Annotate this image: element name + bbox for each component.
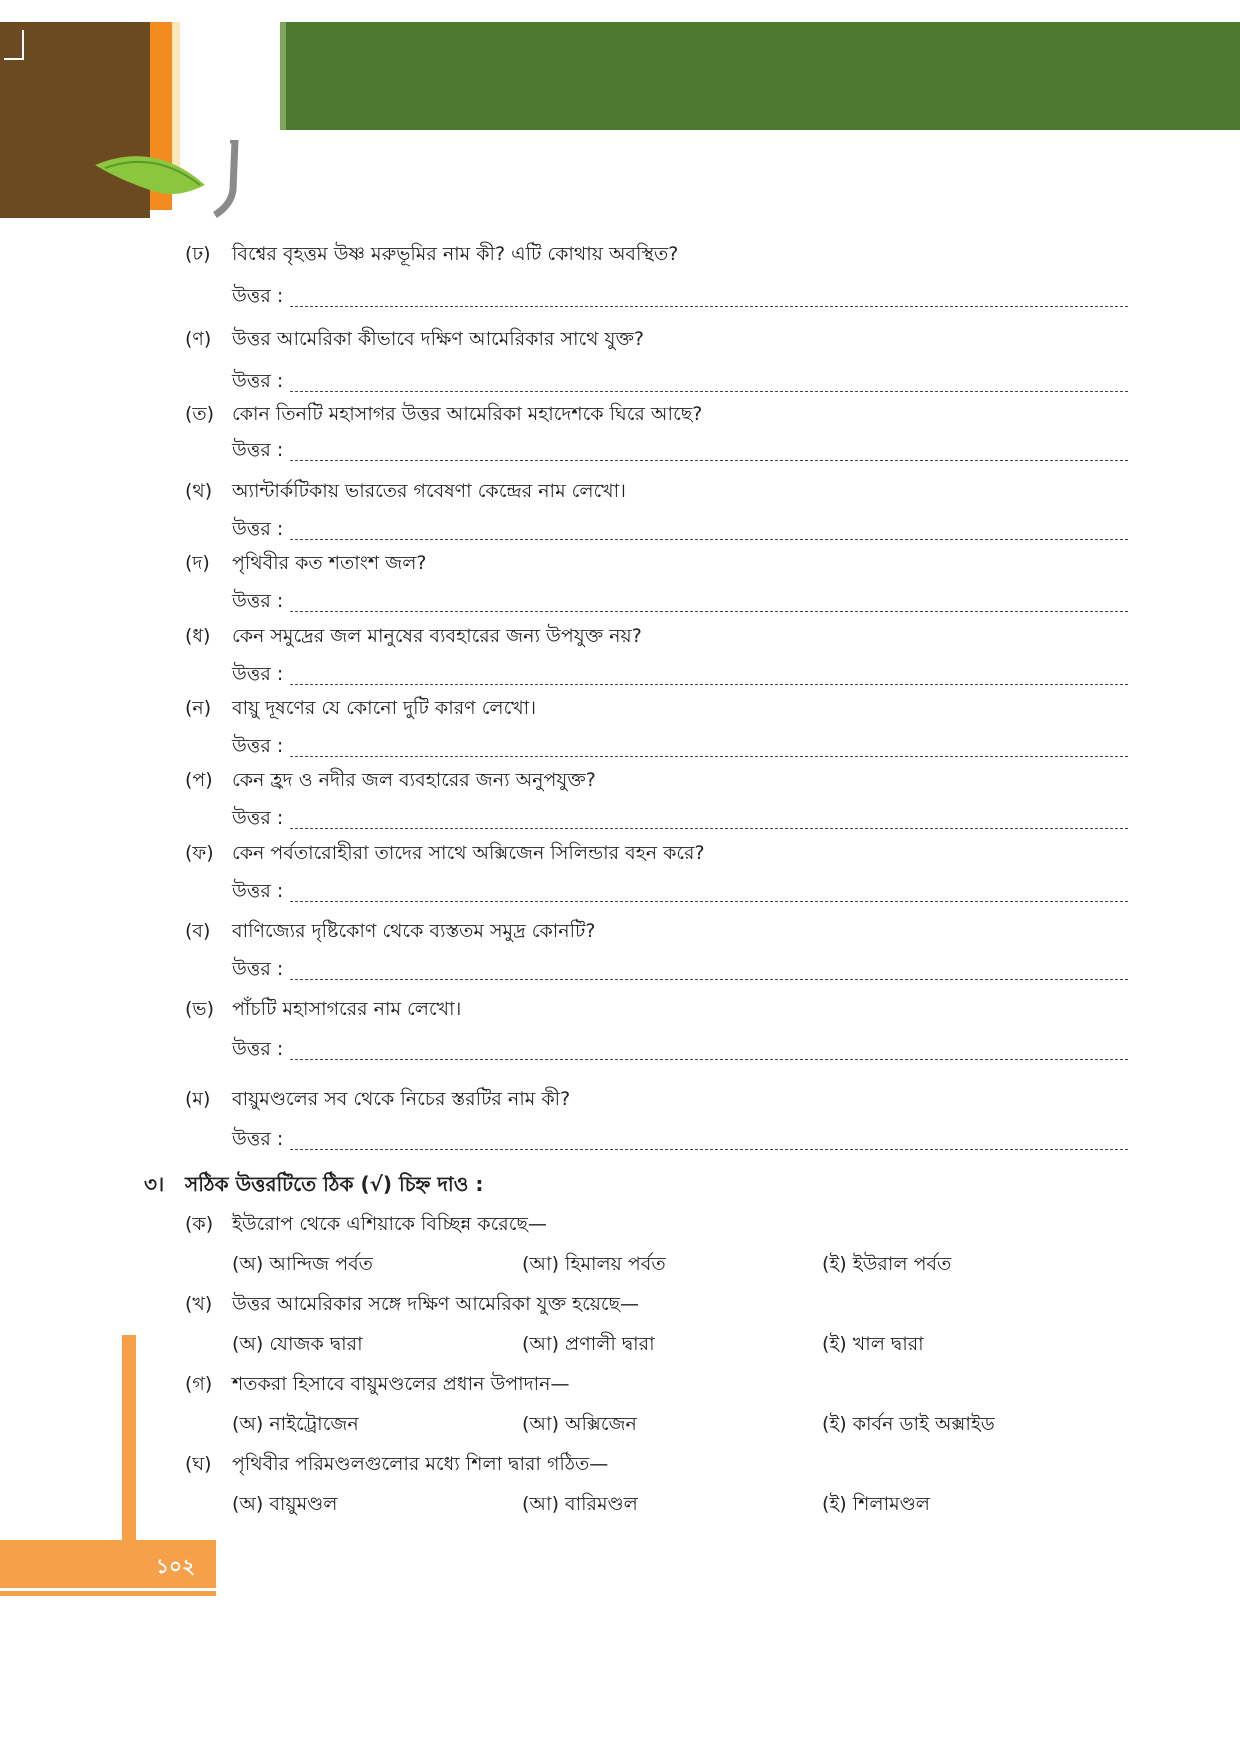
answer-line[interactable] <box>290 460 1128 461</box>
answer-label: উত্তর : <box>232 663 284 685</box>
answer-label: উত্তর : <box>232 1038 284 1060</box>
question-label: (ণ) <box>185 328 212 350</box>
option-aa[interactable]: (আ) প্রণালী দ্বারা <box>522 1333 655 1355</box>
answer-line[interactable] <box>290 979 1128 980</box>
answer-line[interactable] <box>290 756 1128 757</box>
question-label: (ঢ) <box>185 243 211 265</box>
question-text: পাঁচটি মহাসাগরের নাম লেখো। <box>232 998 462 1020</box>
option-i[interactable]: (ই) ইউরাল পর্বত <box>822 1253 952 1275</box>
option-aa[interactable]: (আ) বারিমণ্ডল <box>522 1493 638 1515</box>
answer-line[interactable] <box>290 684 1128 685</box>
answer-line[interactable] <box>290 828 1128 829</box>
option-a[interactable]: (অ) নাইট্রোজেন <box>232 1413 359 1435</box>
answer-line[interactable] <box>290 306 1128 307</box>
option-a[interactable]: (অ) বায়ুমণ্ডল <box>232 1493 338 1515</box>
option-aa[interactable]: (আ) হিমালয় পর্বত <box>522 1253 666 1275</box>
answer-label: উত্তর : <box>232 518 284 540</box>
question-label: (ম) <box>185 1088 211 1110</box>
answer-label: উত্তর : <box>232 285 284 307</box>
question-label: (ধ) <box>185 625 211 647</box>
header-green-bar <box>286 22 1240 130</box>
answer-label: উত্তর : <box>232 735 284 757</box>
answer-label: উত্তর : <box>232 370 284 392</box>
question-text: বায়ুমণ্ডলের সব থেকে নিচের স্তরটির নাম কী? <box>232 1088 571 1110</box>
answer-label: উত্তর : <box>232 439 284 461</box>
mcq-label: (খ) <box>185 1293 213 1315</box>
mcq-text: ইউরোপ থেকে এশিয়াকে বিচ্ছিন্ন করেছে— <box>232 1213 547 1235</box>
question-label: (দ) <box>185 552 210 574</box>
side-orange-bar <box>122 1335 136 1545</box>
option-aa[interactable]: (আ) অক্সিজেন <box>522 1413 637 1435</box>
answer-line[interactable] <box>290 1149 1128 1150</box>
question-text: কেন সমুদ্রের জল মানুষের ব্যবহারের জন্য উপযুক্ত নয়? <box>232 625 642 647</box>
option-a[interactable]: (অ) যোজক দ্বারা <box>232 1333 363 1355</box>
answer-line[interactable] <box>290 611 1128 612</box>
answer-line[interactable] <box>290 901 1128 902</box>
mcq-text: উত্তর আমেরিকার সঙ্গে দক্ষিণ আমেরিকা যুক্ত হয়েছে— <box>232 1293 640 1315</box>
mcq-text: পৃথিবীর পরিমণ্ডলগুলোর মধ্যে শিলা দ্বারা গঠিত— <box>232 1453 609 1475</box>
option-i[interactable]: (ই) কার্বন ডাই অক্সাইড <box>822 1413 995 1435</box>
answer-line[interactable] <box>290 539 1128 540</box>
answer-label: উত্তর : <box>232 880 284 902</box>
question-text: বিশ্বের বৃহত্তম উষ্ণ মরুভূমির নাম কী? এটি কোথায় অবস্থিত? <box>232 243 679 265</box>
question-label: (ত) <box>185 403 215 425</box>
question-label: (ফ) <box>185 842 214 864</box>
question-text: উত্তর আমেরিকা কীভাবে দক্ষিণ আমেরিকার সাথে যুক্ত? <box>232 328 644 350</box>
question-text: কোন তিনটি মহাসাগর উত্তর আমেরিকা মহাদেশকে ঘিরে আছে? <box>232 403 703 425</box>
option-a[interactable]: (অ) আন্দিজ পর্বত <box>232 1253 373 1275</box>
answer-line[interactable] <box>290 391 1128 392</box>
answer-label: উত্তর : <box>232 590 284 612</box>
corner-mark <box>4 30 24 60</box>
answer-label: উত্তর : <box>232 1128 284 1150</box>
mcq-label: (গ) <box>185 1373 213 1395</box>
question-text: পৃথিবীর কত শতাংশ জল? <box>232 552 427 574</box>
question-text: অ্যান্টার্কটিকায় ভারতের গবেষণা কেন্দ্রের নাম লেখো। <box>232 480 626 502</box>
question-text: বায়ু দূষণের যে কোনো দুটি কারণ লেখো। <box>232 697 536 719</box>
option-i[interactable]: (ই) শিলামণ্ডল <box>822 1493 930 1515</box>
question-text: কেন হ্রদ ও নদীর জল ব্যবহারের জন্য অনুপযুক্ত? <box>232 769 596 791</box>
leaf-icon <box>95 140 255 220</box>
page-number: ১০২ <box>156 1554 195 1578</box>
mcq-text: শতকরা হিসাবে বায়ুমণ্ডলের প্রধান উপাদান— <box>232 1373 570 1395</box>
answer-label: উত্তর : <box>232 807 284 829</box>
page-tab-underline <box>0 1588 216 1596</box>
section-title: সঠিক উত্তরটিতে ঠিক (√) চিহ্ন দাও : <box>185 1172 484 1196</box>
question-text: কেন পর্বতারোহীরা তাদের সাথে অক্সিজেন সিলিন্ডার বহন করে? <box>232 842 705 864</box>
question-label: (ব) <box>185 920 211 942</box>
section-number: ৩। <box>144 1172 165 1196</box>
question-label: (ন) <box>185 697 212 719</box>
answer-label: উত্তর : <box>232 958 284 980</box>
question-label: (প) <box>185 769 213 791</box>
mcq-label: (ঘ) <box>185 1453 212 1475</box>
answer-line[interactable] <box>290 1059 1128 1060</box>
question-label: (ভ) <box>185 998 214 1020</box>
question-label: (থ) <box>185 480 213 502</box>
question-text: বাণিজ্যের দৃষ্টিকোণ থেকে ব্যস্ততম সমুদ্র কোনটি? <box>232 920 596 942</box>
mcq-label: (ক) <box>185 1213 214 1235</box>
option-i[interactable]: (ই) খাল দ্বারা <box>822 1333 924 1355</box>
